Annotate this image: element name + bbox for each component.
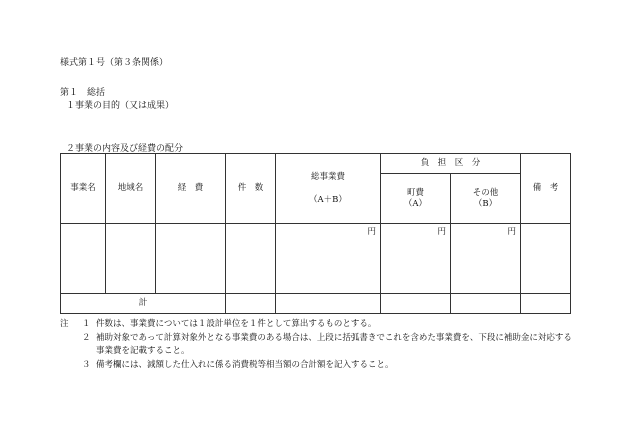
note-text: 補助対象であって計算対象外となる事業費のある場合は、上段に括弧書きでこれを含めた事業費を、下段に補助金に対応する事業費を記載すること。 [96,332,572,357]
form-title: 様式第１号（第３条関係） [60,58,169,68]
cell-jigyomei [61,224,106,294]
notes [60,318,580,372]
cell-keihi [156,224,226,294]
header-other-sub: （B） [473,198,498,209]
total-kensu [226,294,276,314]
note-item [60,359,580,373]
total-town [381,294,451,314]
cell-kensu [226,224,276,294]
purpose-heading: １事業の目的（又は成果） [66,101,175,111]
total-row [61,294,571,314]
header-town [381,174,451,224]
cell-remarks [521,224,571,294]
note-item [60,332,580,359]
header-kensu: 件 数 [226,154,276,224]
note-text: 件数は、事業費については１設計単位を１件として算出するものとする。 [96,319,377,329]
section1-heading: 第１ 総括 [60,88,106,98]
header-total-cost-formula: （A＋B） [309,194,347,205]
header-total-cost [276,154,381,224]
cell-other-unit: 円 [451,224,521,294]
header-jigyomei: 事業名 [61,154,106,224]
header-keihi: 経 費 [156,154,226,224]
cell-town-unit: 円 [381,224,451,294]
note-item [60,318,580,332]
cell-total-cost-unit: 円 [276,224,381,294]
note-number: １ [82,319,91,329]
header-other-label: その他 [472,188,499,199]
table-row [61,224,571,294]
cell-chiikimei [106,224,156,294]
note-number: ３ [82,359,91,370]
header-remarks: 備 考 [521,154,571,224]
budget-table [60,153,571,314]
header-other [451,174,521,224]
header-chiikimei: 地域名 [106,154,156,224]
note-text: 備考欄には、減額した仕入れに係る消費税等相当額の合計額を記入すること。 [96,359,394,370]
section2-heading: ２事業の内容及び経費の配分 [66,144,184,154]
notes-label: 注 [60,319,69,329]
total-remarks [521,294,571,314]
header-total-cost-label: 総事業費 [310,172,345,183]
header-town-label: 町費 [406,188,424,199]
total-label: 計 [61,294,226,314]
total-other [451,294,521,314]
total-cost [276,294,381,314]
note-number: ２ [82,332,91,343]
header-burden: 負 担 区 分 [381,154,521,174]
header-town-sub: （A） [403,198,428,209]
